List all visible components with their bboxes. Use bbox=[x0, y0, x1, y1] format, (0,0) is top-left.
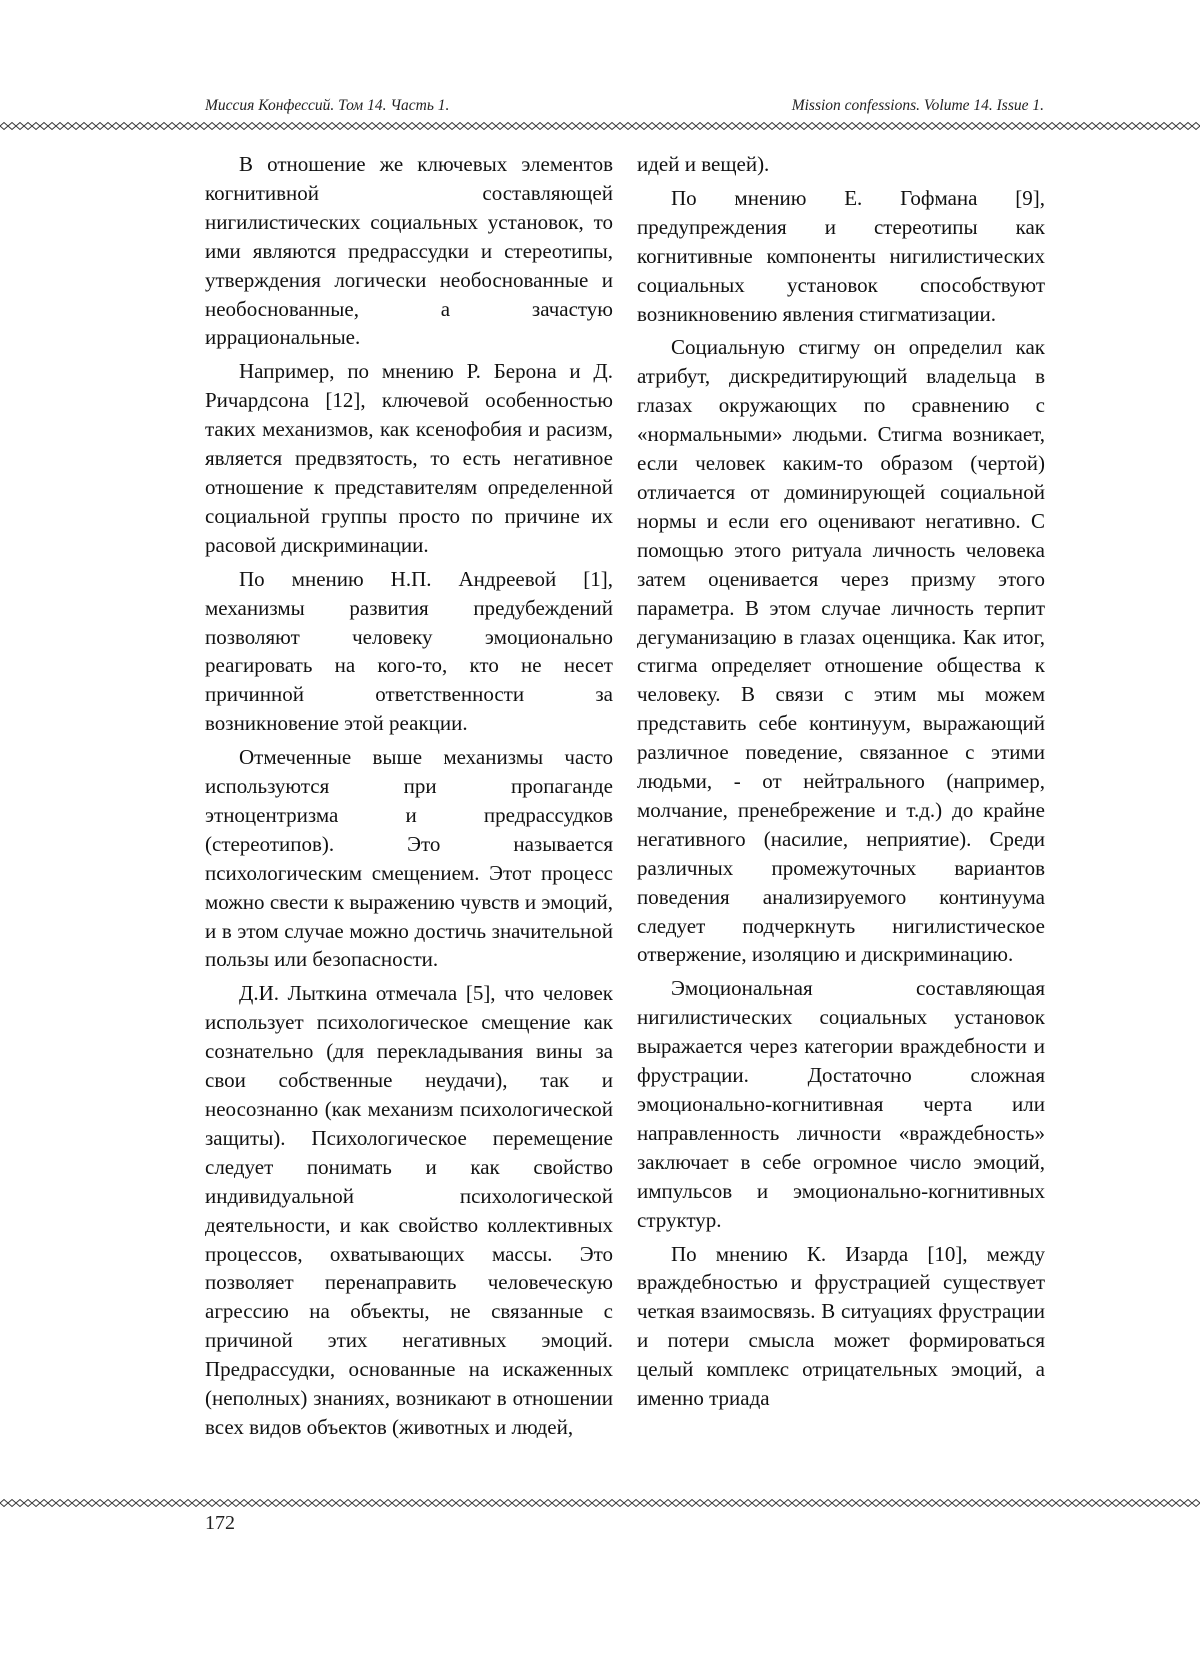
journal-title-ru: Миссия Конфессий. Том 14. Часть 1. bbox=[205, 97, 450, 114]
paragraph: По мнению Н.П. Андреевой [1], механизмы развития предубеждений позволяют человеку эмоционально реагировать на кого-то, кто не несет причинной ответственности за возникновение этой реакции. bbox=[205, 566, 613, 736]
paragraph: В отношение же ключевых элементов когнитивной составляющей нигилистических социальных установок, то ими являются предрассудки и стереотипы, утверждения логически необоснованные и необоснованные, а зачастую иррациональные. bbox=[205, 152, 613, 350]
paragraph: По мнению К. Изарда [10], между враждебностью и фрустрацией существует четкая взаимосвязь. В ситуациях фрустрации и потери смысла может формироваться целый комплекс отрицательных эмоций, а именно триада bbox=[637, 1241, 1045, 1411]
paragraph: По мнению Е. Гофмана [9], предупреждения и стереотипы как когнитивные компоненты нигилистических социальных установок способствуют возникновению явления стигматизации. bbox=[637, 185, 1045, 326]
paragraph: Например, по мнению Р. Берона и Д. Ричардсона [12], ключевой особенностью таких механизмов, как ксенофобия и расизм, является предвзятость, то есть негативное отношение к представителям определенной социальной группы просто по причине их расовой дискриминации. bbox=[205, 359, 613, 557]
journal-title-en: Mission confessions. Volume 14. Issue 1. bbox=[791, 97, 1044, 114]
paragraph: Отмеченные выше механизмы часто используются при пропаганде этноцентризма и предрассудков (стереотипов). Это называется психологическим смещением. Этот процесс можно свести к выражению чувств и эмоций, и в этом случае можно достичь значительной пользы или безопасности. bbox=[205, 745, 613, 972]
paragraph: Д.И. Лыткина отмечала [5], что человек использует психологическое смещение как сознательно (для перекладывания вины за свои собственные неудачи), так и неосознанно (как механизм психологической защиты). Психологическое перемещение следует понимать и как свойство индивидуальной психологической деятельности, и как свойство коллективных процессов, охватывающих массы. Это позволяет перенаправить человеческую агрессию на объекты, не связанные с причиной этих негативных эмоций. Предрассудки, основанные на искаженных (неполных) знаниях, возникают в отношении всех видов объектов (животных и людей, bbox=[205, 981, 613, 1439]
text-column-right bbox=[637, 150, 1045, 1418]
running-header bbox=[205, 97, 1044, 119]
page-number: 172 bbox=[205, 1512, 235, 1534]
paragraph-continued: идей и вещей). bbox=[637, 152, 770, 176]
text-column-left bbox=[205, 150, 613, 1447]
paragraph: Социальную стигму он определил как атрибут, дискредитирующий владельца в глазах окружающих по сравнению с «нормальными» людьми. Стигма возникает, если человек каким-то образом (чертой) отличается от доминирующей социальной нормы и если его оценивают негативно. С помощью этого ритуала личность человека затем оценивается через призму этого параметра. В этом случае личность терпит дегуманизацию в глазах оценщика. Как итог, стигма определяет отношение общества к человеку. В связи с этим мы можем представить себе континуум, выражающий различное поведение, связанное с этими людьми, - от нейтрального (например, молчание, пренебрежение и т.д.) до крайне негативного (насилие, неприятие). Среди различных промежуточных вариантов поведения анализируемого континуума следует подчеркнуть нигилистическое отвержение, изоляцию и дискриминацию. bbox=[637, 335, 1045, 967]
paragraph: Эмоциональная составляющая нигилистических социальных установок выражается через категории враждебности и фрустрации. Достаточно сложная эмоционально-когнитивная черта или направленность личности «враждебность» заключает в себе огромное число эмоций, импульсов и эмоционально-когнитивных структур. bbox=[637, 976, 1045, 1232]
header-ornament-divider bbox=[0, 121, 1200, 131]
footer-ornament-divider bbox=[0, 1498, 1200, 1508]
